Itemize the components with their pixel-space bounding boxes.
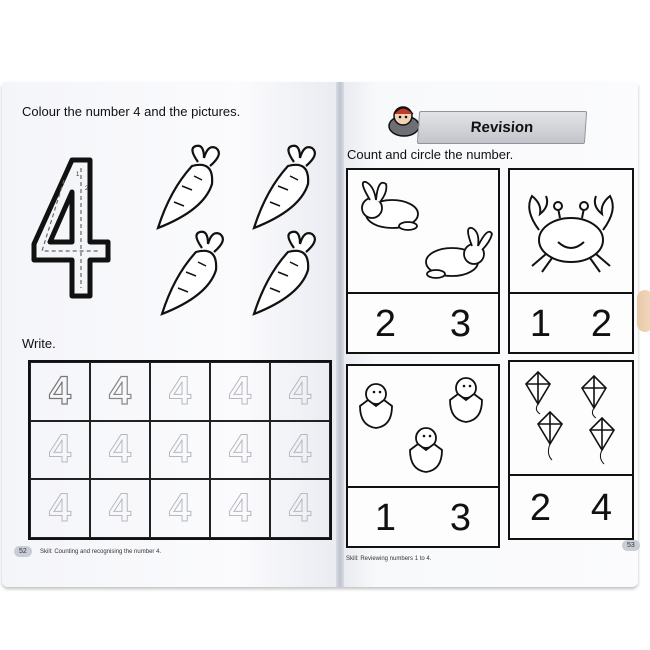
tracing-grid — [28, 360, 332, 540]
trace-cell[interactable]: 4 — [30, 479, 90, 538]
trace-cell[interactable]: 4 — [90, 362, 150, 421]
option-number[interactable]: 3 — [449, 302, 472, 345]
big-number-four-icon — [28, 156, 120, 302]
trace-cell[interactable]: 4 — [150, 362, 210, 421]
carrot-icon — [148, 140, 228, 232]
trace-cell[interactable]: 4 — [210, 362, 270, 421]
right-page-number: 53 — [622, 540, 640, 551]
book-spine — [336, 82, 344, 587]
count-box-kites — [508, 360, 634, 540]
crab-icon — [510, 170, 632, 292]
svg-text:2: 2 — [85, 186, 89, 192]
trace-cell[interactable]: 4 — [30, 421, 90, 480]
left-page-number: 52 — [14, 546, 32, 557]
carrot-icon — [152, 226, 232, 318]
svg-text:1: 1 — [76, 172, 80, 178]
option-number[interactable]: 3 — [449, 496, 472, 539]
revision-banner: Revision — [417, 111, 587, 144]
rabbit-icon — [348, 170, 498, 292]
thumb — [637, 290, 650, 332]
write-label: Write. — [22, 336, 56, 351]
trace-cell[interactable]: 4 — [270, 421, 330, 480]
kite-icon — [510, 362, 632, 474]
count-box-chicks — [346, 364, 500, 548]
count-box-rabbits — [346, 168, 500, 354]
trace-cell[interactable]: 4 — [150, 479, 210, 538]
left-skill-note: Skill: Counting and recognising the number 4. — [40, 549, 162, 555]
trace-cell[interactable]: 4 — [90, 479, 150, 538]
trace-cell[interactable]: 4 — [270, 362, 330, 421]
right-instruction: Count and circle the number. — [347, 147, 514, 162]
option-number[interactable]: 2 — [374, 302, 397, 345]
carrot-icon — [244, 140, 324, 232]
option-number[interactable]: 1 — [374, 496, 397, 539]
option-number[interactable]: 4 — [590, 486, 613, 529]
option-number[interactable]: 2 — [529, 486, 552, 529]
trace-cell[interactable]: 4 — [270, 479, 330, 538]
trace-cell[interactable]: 4 — [210, 479, 270, 538]
right-skill-note: Skill: Reviewing numbers 1 to 4. — [346, 556, 432, 562]
left-instruction: Colour the number 4 and the pictures. — [22, 104, 241, 119]
option-number[interactable]: 1 — [529, 302, 552, 345]
option-number[interactable]: 2 — [590, 302, 613, 345]
trace-cell[interactable]: 4 — [210, 421, 270, 480]
count-box-crab — [508, 168, 634, 354]
chick-icon — [348, 366, 498, 486]
trace-cell[interactable]: 4 — [30, 362, 90, 421]
carrot-icon — [244, 226, 324, 318]
trace-cell[interactable]: 4 — [90, 421, 150, 480]
trace-cell[interactable]: 4 — [150, 421, 210, 480]
